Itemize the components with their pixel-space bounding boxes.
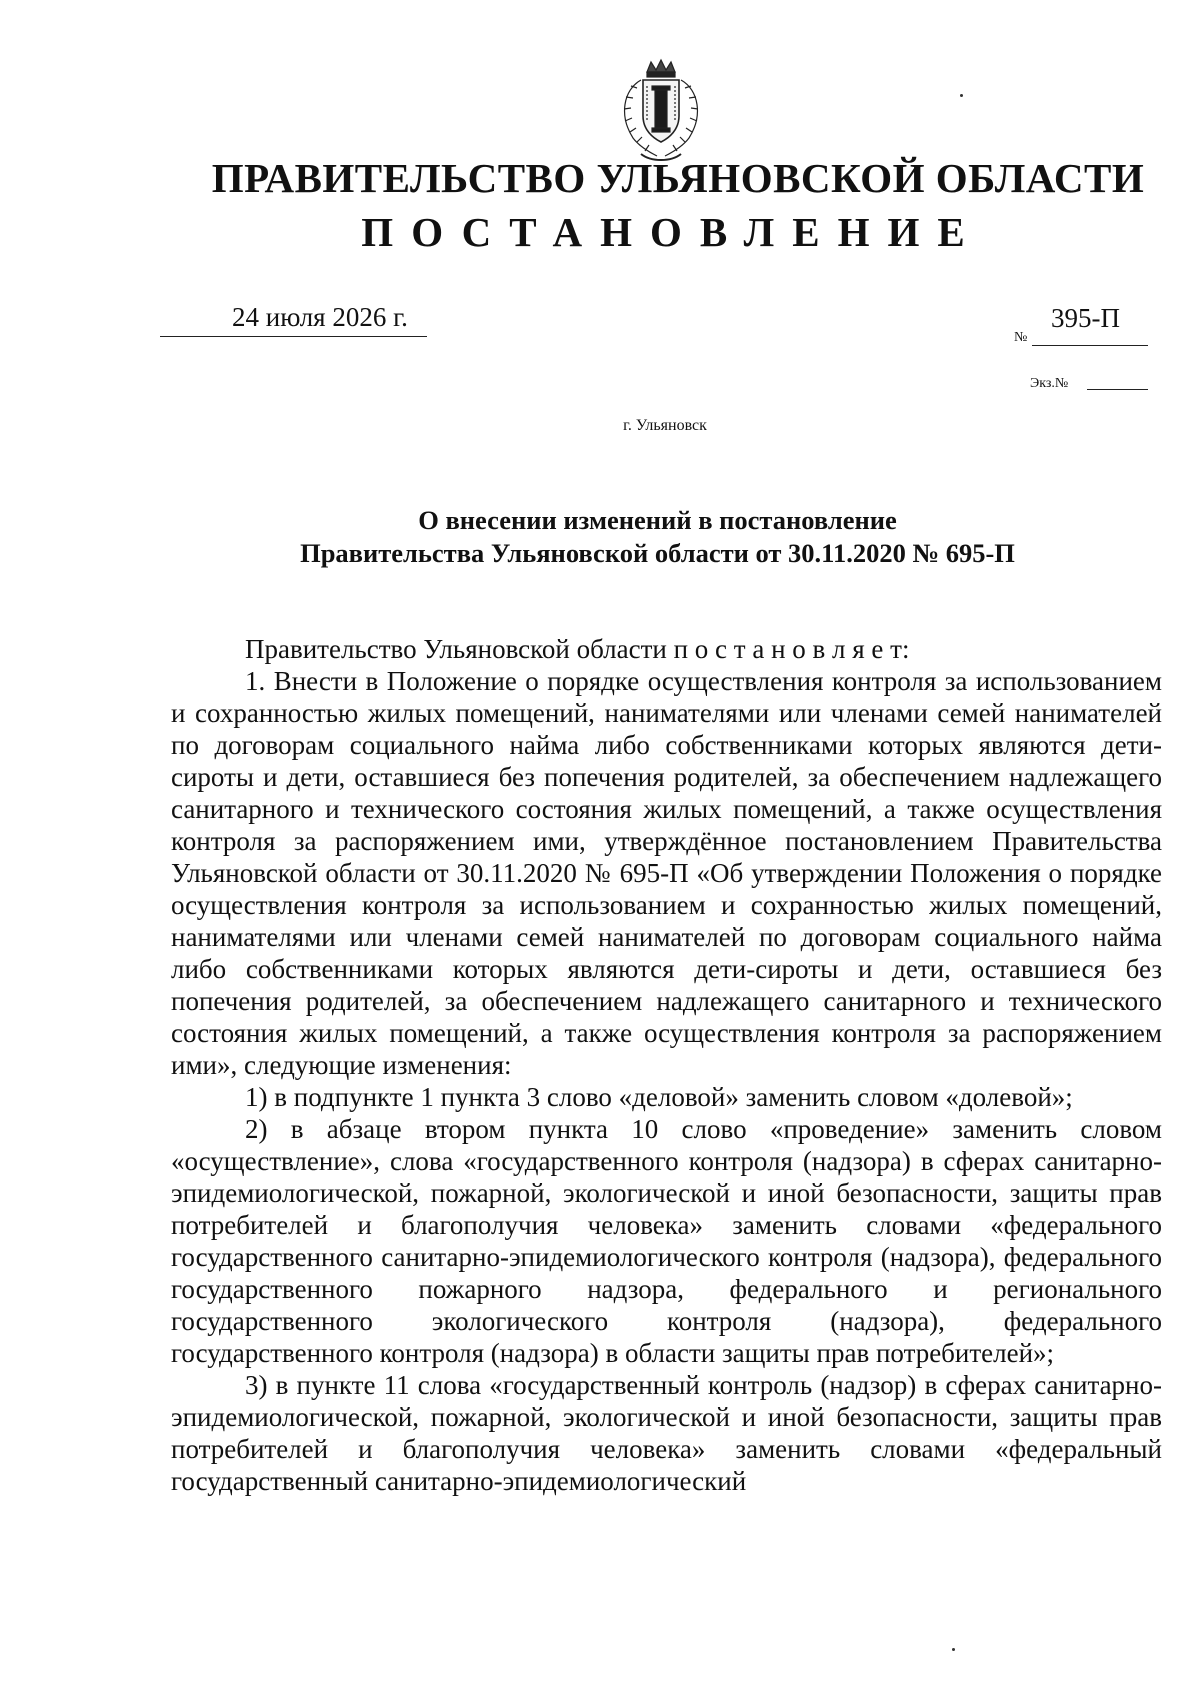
document-type-title: ПОСТАНОВЛЕНИЕ: [361, 209, 983, 255]
document-date: 24 июля 2026 г.: [232, 302, 408, 332]
date-underline: [160, 336, 427, 337]
city-name: г. Ульяновск: [623, 417, 707, 434]
coat-of-arms-emblem: [611, 58, 711, 166]
scan-speck: [952, 1648, 955, 1651]
copy-number-label: Экз.№: [1030, 376, 1069, 391]
number-mark: №: [1014, 330, 1028, 345]
copy-number-underline: [1087, 389, 1148, 390]
document-subject: [0, 504, 1200, 570]
body-intro: Правительство Ульяновской области п о с т а н о в л я е т:: [245, 634, 910, 664]
body-paragraph-3: 2) в абзаце втором пункта 10 слово «проведение» заменить словом «осуществление», слова «государственного контроля (надзора) в сферах санитарно-эпидемиологической, пожарной, экологической и иной безопасности, защиты прав потребителей и благополучия человека» заменить словами «федерального государственного санитарно-эпидемиологического контроля (надзора), федерального государственного пожарного надзора, федерального и регионального государственного экологического контроля (надзора), федерального государственного контроля (надзора) в области защиты прав потребителей»;: [171, 1114, 1162, 1368]
document-number: 395-П: [1051, 303, 1120, 333]
body-paragraph-1: 1. Внести в Положение о порядке осуществления контроля за использованием и сохранностью жилых помещений, нанимателями или членами семей нанимателей по договорам социального найма либо собственниками которых являются дети-сироты и дети, оставшиеся без попечения родителей, за обеспечением надлежащего санитарного и технического состояния жилых помещений, а также осуществления контроля за распоряжением ими, утверждённое постановлением Правительства Ульяновской области от 30.11.2020 № 695-П «Об утверждении Положения о порядке осуществления контроля за использованием и сохранностью жилых помещений, нанимателями или членами семей нанимателей по договорам социального найма либо собственниками которых являются дети-сироты и дети, оставшиеся без попечения родителей, за обеспечением надлежащего санитарного и технического состояния жилых помещений, а также осуществления контроля за распоряжением ими», следующие изменения:: [171, 666, 1162, 1080]
government-title: ПРАВИТЕЛЬСТВО УЛЬЯНОВСКОЙ ОБЛАСТИ: [211, 155, 1145, 201]
body-paragraph-2: 1) в подпункте 1 пункта 3 слово «деловой» заменить словом «долевой»;: [245, 1082, 1073, 1112]
body-paragraph-4: 3) в пункте 11 слова «государственный контроль (надзор) в сферах санитарно-эпидемиологической, пожарной, экологической и иной безопасности, защиты прав потребителей и благополучия человека» заменить словами «федеральный государственный санитарно-эпидемиологический: [171, 1370, 1162, 1496]
document-body: [171, 633, 1162, 1497]
scan-speck: [960, 94, 963, 97]
number-underline: [1032, 345, 1148, 346]
subject-line-2: Правительства Ульяновской области от 30.11.2020 № 695-П: [300, 538, 1015, 568]
subject-line-1: О внесении изменений в постановление: [418, 505, 897, 535]
